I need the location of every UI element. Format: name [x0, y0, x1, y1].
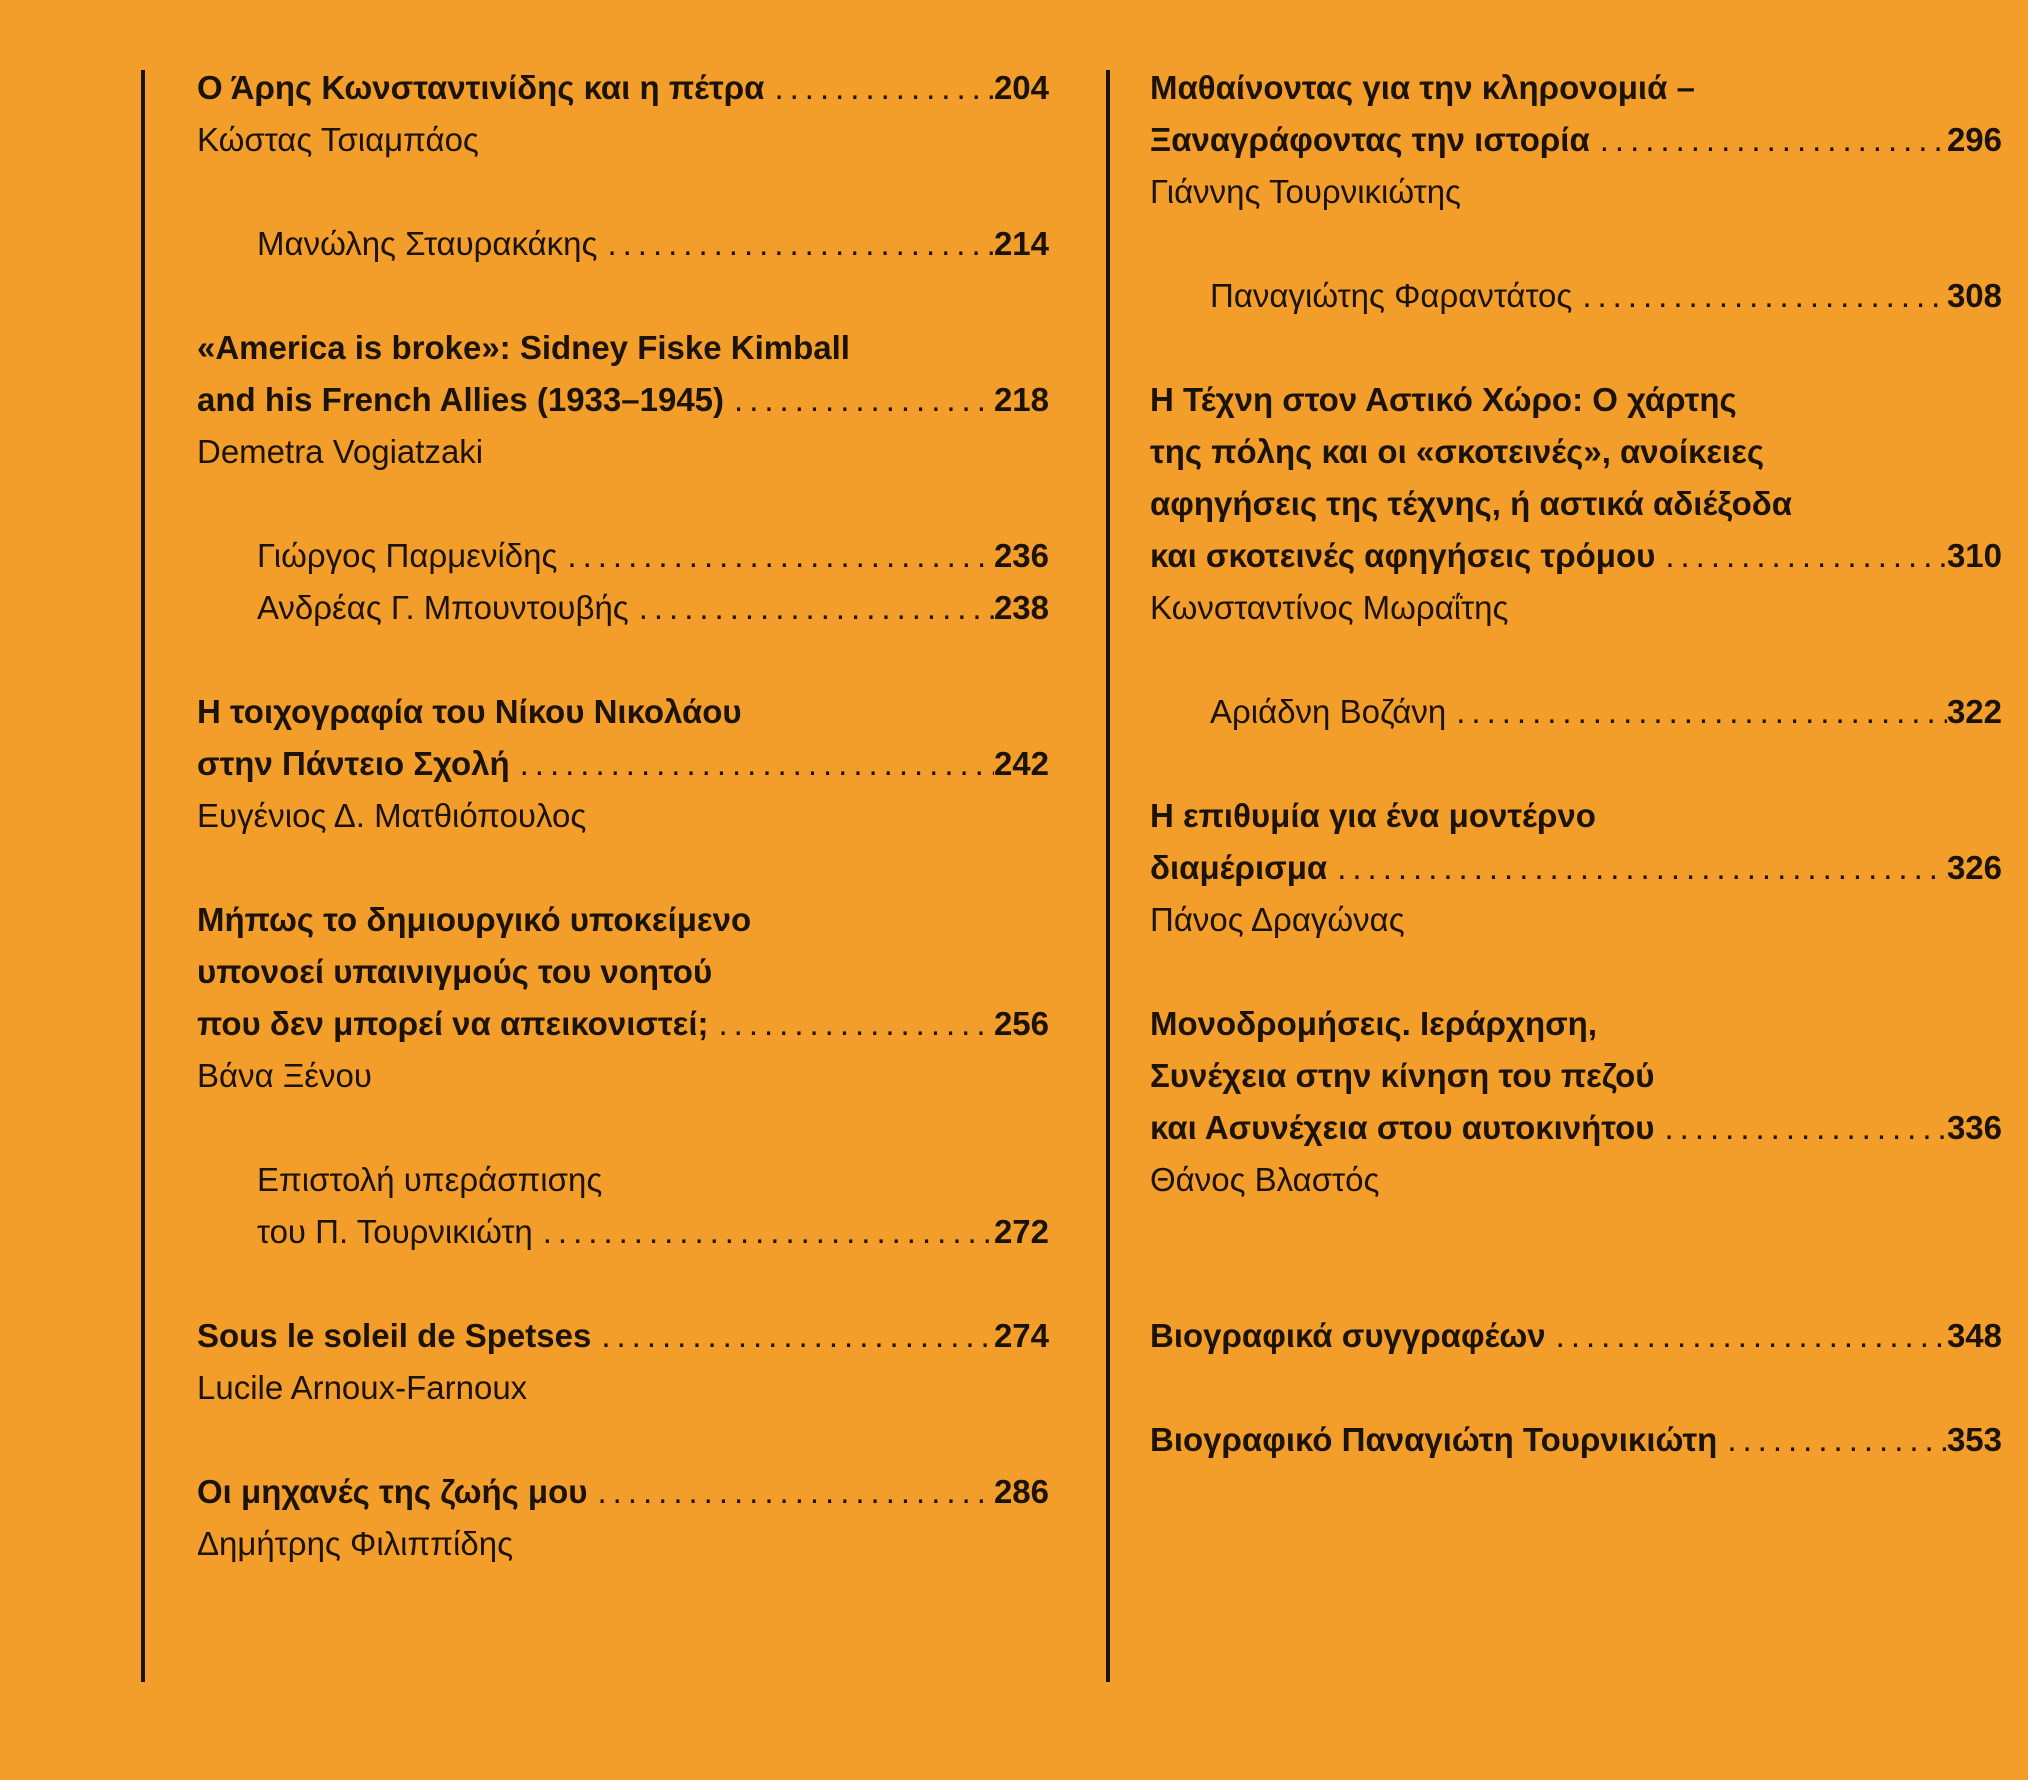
- toc-entry: [197, 686, 1049, 842]
- toc-title-line: [1150, 1414, 2002, 1466]
- toc-title-text: Οι μηχανές της ζωής μου: [197, 1473, 588, 1510]
- toc-title-text: Συνέχεια στην κίνηση του πεζού: [1150, 1057, 1655, 1094]
- toc-title-line: [1150, 478, 2002, 530]
- dot-leader: [724, 374, 994, 426]
- toc-entry: [197, 530, 1049, 582]
- toc-title-text: Sous le soleil de Spetses: [197, 1317, 592, 1354]
- page-number: 236: [993, 537, 1049, 574]
- toc-author: Θάνος Βλαστός: [1150, 1161, 1380, 1198]
- toc-title-line: [197, 686, 1049, 738]
- toc-title-text: Η Τέχνη στον Αστικό Χώρο: Ο χάρτης: [1150, 381, 1737, 418]
- toc-title-line: [1150, 374, 2002, 426]
- toc-title-text: αφηγήσεις της τέχνης, ή αστικά αδιέξοδα: [1150, 485, 1793, 522]
- page-number: 214: [993, 225, 1049, 262]
- toc-title-line: [197, 1310, 1049, 1362]
- toc-author: Βάνα Ξένου: [197, 1057, 372, 1094]
- toc-entry: [1150, 1414, 2002, 1466]
- toc-title-line: [197, 62, 1049, 114]
- toc-title-text: Ξαναγράφοντας την ιστορία: [1150, 121, 1590, 158]
- dot-leader: [533, 1206, 994, 1258]
- page-number: 274: [993, 1317, 1049, 1354]
- dot-leader: [557, 530, 994, 582]
- toc-title-line: [197, 1466, 1049, 1518]
- toc-title-line: [1150, 1050, 2002, 1102]
- toc-title-line: [197, 946, 1049, 998]
- toc-title-line: [1150, 1102, 2002, 1154]
- page-number: 310: [1946, 537, 2002, 574]
- toc-title-line: [1150, 686, 2002, 738]
- toc-title-line: [197, 738, 1049, 790]
- dot-leader: [708, 998, 993, 1050]
- left-column-rule: [141, 70, 145, 1682]
- toc-author: Γιάννης Τουρνικιώτης: [1150, 173, 1461, 210]
- toc-title-line: [197, 530, 1049, 582]
- toc-author: Κώστας Τσιαμπάος: [197, 121, 479, 158]
- toc-title-text: και σκοτεινές αφηγήσεις τρόμου: [1150, 537, 1656, 574]
- toc-title-text: Η τοιχογραφία του Νίκου Νικολάου: [197, 693, 742, 730]
- toc-entry: [1150, 1310, 2002, 1362]
- toc-author: Πάνος Δραγώνας: [1150, 901, 1405, 938]
- toc-entry: [1150, 998, 2002, 1206]
- page-number: 322: [1946, 693, 2002, 730]
- dot-leader: [588, 1466, 994, 1518]
- toc-title-line: [197, 374, 1049, 426]
- toc-title-line: [197, 218, 1049, 270]
- toc-title-line: [1150, 1310, 2002, 1362]
- toc-title-line: [197, 998, 1049, 1050]
- toc-title-text: Βιογραφικό Παναγιώτη Τουρνικιώτη: [1150, 1421, 1718, 1458]
- dot-leader: [1572, 270, 1947, 322]
- page-number: 286: [993, 1473, 1049, 1510]
- toc-title-line: [197, 1154, 1049, 1206]
- toc-entry: [197, 1154, 1049, 1258]
- dot-leader: [1446, 686, 1947, 738]
- toc-title-line: [197, 582, 1049, 634]
- toc-title-text: στην Πάντειο Σχολή: [197, 745, 510, 782]
- toc-title-text: «America is broke»: Sidney Fiske Kimball: [197, 329, 850, 366]
- dot-leader: [764, 62, 994, 114]
- toc-entry: [1150, 62, 2002, 218]
- toc-author: Ευγένιος Δ. Ματθιόπουλος: [197, 797, 587, 834]
- toc-title-line: [1150, 530, 2002, 582]
- toc-title-text: Μαθαίνοντας για την κληρονομιά –: [1150, 69, 1695, 106]
- dot-leader: [510, 738, 994, 790]
- page-number: 218: [993, 381, 1049, 418]
- page-number: 238: [993, 589, 1049, 626]
- toc-title-text: διαμέρισμα: [1150, 849, 1328, 886]
- dot-leader: [1717, 1414, 1947, 1466]
- toc-title-line: [1150, 426, 2002, 478]
- toc-title-text: της πόλης και οι «σκοτεινές», ανοίκειες: [1150, 433, 1765, 470]
- toc-author: Lucile Arnoux-Farnoux: [197, 1369, 528, 1406]
- page-number: 296: [1946, 121, 2002, 158]
- right-column-rule: [1106, 70, 1110, 1682]
- toc-title-line: [197, 894, 1049, 946]
- toc-entry: [197, 62, 1049, 166]
- page-number: 256: [993, 1005, 1049, 1042]
- toc-title-text: Επιστολή υπεράσπισης: [257, 1161, 603, 1198]
- dot-leader: [1655, 530, 1947, 582]
- toc-entry: [1150, 374, 2002, 634]
- toc-author: Δημήτρης Φιλιππίδης: [197, 1525, 513, 1562]
- toc-title-text: που δεν μπορεί να απεικονιστεί;: [197, 1005, 709, 1042]
- toc-title-text: του Π. Τουρνικιώτη: [257, 1213, 533, 1250]
- toc-author: Demetra Vogiatzaki: [197, 433, 484, 470]
- page-number: 308: [1946, 277, 2002, 314]
- toc-title-text: και Ασυνέχεια στου αυτοκινήτου: [1150, 1109, 1655, 1146]
- toc-entry: [197, 582, 1049, 634]
- page-number: 326: [1946, 849, 2002, 886]
- toc-title-text: Μήπως το δημιουργικό υποκείμενο: [197, 901, 752, 938]
- toc-title-text: Ανδρέας Γ. Μπουντουβής: [257, 589, 629, 626]
- dot-leader: [1327, 842, 1947, 894]
- dot-leader: [1654, 1102, 1946, 1154]
- toc-entry: [197, 894, 1049, 1102]
- page-number: 242: [993, 745, 1049, 782]
- toc-title-text: Γιώργος Παρμενίδης: [257, 537, 558, 574]
- toc-title-line: [1150, 62, 2002, 114]
- toc-title-line: [1150, 790, 2002, 842]
- toc-title-line: [1150, 842, 2002, 894]
- toc-title-text: and his French Allies (1933–1945): [197, 381, 725, 418]
- toc-author: Κωνσταντίνος Μωραΐτης: [1150, 589, 1509, 626]
- page-number: 336: [1946, 1109, 2002, 1146]
- toc-entry: [1150, 686, 2002, 738]
- toc-title-line: [197, 1206, 1049, 1258]
- toc-title-line: [197, 322, 1049, 374]
- toc-title-text: Βιογραφικά συγγραφέων: [1150, 1317, 1546, 1354]
- toc-title-line: [1150, 998, 2002, 1050]
- page-number: 272: [993, 1213, 1049, 1250]
- toc-title-text: Παναγιώτης Φαραντάτος: [1210, 277, 1573, 314]
- toc-title-line: [1150, 114, 2002, 166]
- toc-entry: [1150, 270, 2002, 322]
- toc-title-text: Μανώλης Σταυρακάκης: [257, 225, 598, 262]
- dot-leader: [629, 582, 994, 634]
- page-number: 353: [1946, 1421, 2002, 1458]
- toc-entry: [197, 1466, 1049, 1570]
- toc-column-left: [197, 62, 1049, 1570]
- dot-leader: [1590, 114, 1947, 166]
- toc-entry: [197, 1310, 1049, 1414]
- dot-leader: [591, 1310, 994, 1362]
- toc-column-right: [1150, 62, 2002, 1466]
- toc-title-text: Αριάδνη Βοζάνη: [1210, 693, 1447, 730]
- toc-title-text: υπονοεί υπαινιγμούς του νοητού: [197, 953, 713, 990]
- toc-entry: [1150, 790, 2002, 946]
- toc-title-line: [1150, 270, 2002, 322]
- page-number: 348: [1946, 1317, 2002, 1354]
- dot-leader: [1546, 1310, 1947, 1362]
- toc-title-text: Μονοδρομήσεις. Ιεράρχηση,: [1150, 1005, 1597, 1042]
- dot-leader: [597, 218, 994, 270]
- page-number: 204: [993, 69, 1049, 106]
- toc-entry: [197, 218, 1049, 270]
- toc-title-text: Ο Άρης Κωνσταντινίδης και η πέτρα: [197, 69, 765, 106]
- toc-title-text: Η επιθυμία για ένα μοντέρνο: [1150, 797, 1596, 834]
- toc-entry: [197, 322, 1049, 478]
